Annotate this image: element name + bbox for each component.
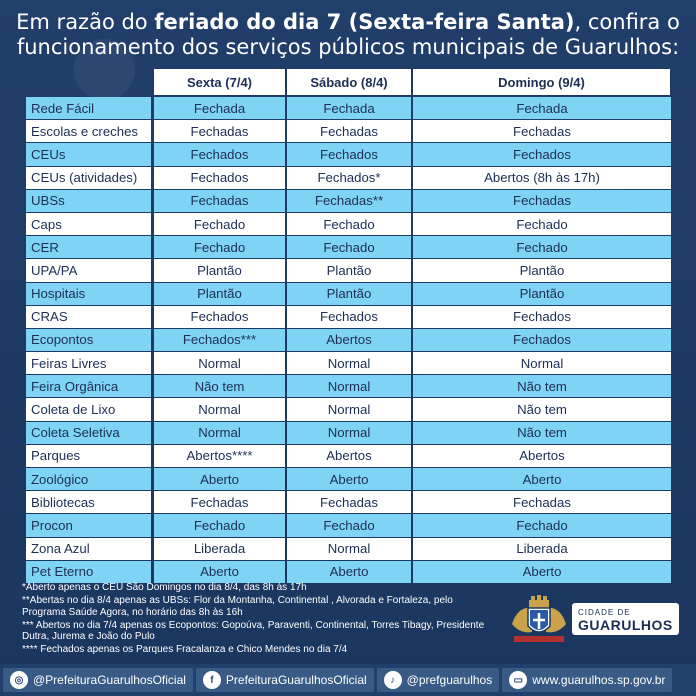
table-row	[26, 306, 671, 329]
title-part2: , confira o	[574, 10, 680, 34]
table-row	[26, 97, 671, 120]
table-row	[26, 329, 671, 352]
table-row	[26, 213, 671, 236]
domingo-cell: Plantão	[413, 259, 671, 281]
footnote: *** Abertos no dia 7/4 apenas os Ecopontos: Gopoúva, Paraventi, Continental, Torres Tibagy, Presidente Dutra, Jurema e João do Pulo	[22, 619, 485, 643]
facebook-icon: f	[203, 671, 221, 689]
sexta-cell: Aberto	[154, 468, 285, 490]
sexta-cell: Normal	[154, 398, 285, 420]
domingo-cell: Aberto	[413, 561, 671, 583]
domingo-cell: Plantão	[413, 283, 671, 305]
sabado-cell: Normal	[287, 398, 411, 420]
table-header	[26, 68, 671, 96]
table-row	[26, 259, 671, 282]
header-sexta: Sexta (7/4)	[153, 68, 286, 96]
sabado-cell: Abertos	[287, 329, 411, 351]
footnote: **** Fechados apenas os Parques Fracalanza e Chico Mendes no dia 7/4	[22, 644, 348, 656]
service-name-cell: CEUs	[26, 143, 151, 165]
sexta-cell: Aberto	[154, 561, 285, 583]
sexta-cell: Fechados	[154, 143, 285, 165]
footnotes	[22, 582, 492, 658]
table-row	[26, 190, 671, 213]
service-name-cell: Procon	[26, 514, 151, 536]
table-row	[26, 514, 671, 537]
logo-big-text: GUARULHOS	[578, 617, 673, 633]
service-name-cell: Feira Orgânica	[26, 375, 151, 397]
table-row	[26, 398, 671, 421]
tiktok-link[interactable]	[377, 668, 500, 692]
sexta-cell: Fechados***	[154, 329, 285, 351]
sexta-cell: Fechados	[154, 306, 285, 328]
domingo-cell: Liberada	[413, 538, 671, 560]
sabado-cell: Plantão	[287, 259, 411, 281]
table-row	[26, 422, 671, 445]
domingo-cell: Fechados	[413, 306, 671, 328]
instagram-handle: @PrefeituraGuarulhosOficial	[33, 673, 186, 687]
sexta-cell: Fechado	[154, 236, 285, 258]
social-footer	[0, 664, 696, 696]
sabado-cell: Fechados*	[287, 167, 411, 189]
facebook-link[interactable]	[196, 668, 374, 692]
service-name-cell: Coleta de Lixo	[26, 398, 151, 420]
header-domingo: Domingo (9/4)	[412, 68, 671, 96]
service-name-cell: Zona Azul	[26, 538, 151, 560]
sexta-cell: Fechado	[154, 213, 285, 235]
sabado-cell: Normal	[287, 422, 411, 444]
website-link[interactable]	[502, 668, 672, 692]
facebook-handle: PrefeituraGuarulhosOficial	[225, 673, 367, 687]
service-name-cell: Ecopontos	[26, 329, 151, 351]
services-table	[26, 68, 671, 584]
sabado-cell: Normal	[287, 375, 411, 397]
title-bold: feriado do dia 7 (Sexta-feira Santa)	[154, 10, 575, 34]
monitor-icon: ▭	[509, 671, 527, 689]
tiktok-handle: @prefguarulhos	[406, 673, 493, 687]
service-name-cell: Escolas e creches	[26, 120, 151, 142]
website-url: www.guarulhos.sp.gov.br	[532, 673, 666, 687]
sabado-cell: Fechados	[287, 143, 411, 165]
sabado-cell: Plantão	[287, 283, 411, 305]
domingo-cell: Fechadas	[413, 491, 671, 513]
sexta-cell: Liberada	[154, 538, 285, 560]
domingo-cell: Fechados	[413, 329, 671, 351]
table-row	[26, 167, 671, 190]
sabado-cell: Fechadas**	[287, 190, 411, 212]
service-name-cell: Parques	[26, 445, 151, 467]
table-row	[26, 120, 671, 143]
table-row	[26, 468, 671, 491]
header-sabado: Sábado (8/4)	[286, 68, 412, 96]
domingo-cell: Abertos (8h às 17h)	[413, 167, 671, 189]
footnote: *Aberto apenas o CEU São Domingos no dia 8/4, das 8h às 17h	[22, 582, 307, 593]
sexta-cell: Normal	[154, 352, 285, 374]
sexta-cell: Fechadas	[154, 190, 285, 212]
domingo-cell: Fechado	[413, 514, 671, 536]
domingo-cell: Abertos	[413, 445, 671, 467]
footnote: **Abertas no dia 8/4 apenas as UBSs: Flor da Montanha, Continental , Alvorada e Fortaleza, pelo Programa Saúde Agora, no horário das 8h às 16h	[22, 595, 453, 618]
domingo-cell: Fechadas	[413, 120, 671, 142]
service-name-cell: UPA/PA	[26, 259, 151, 281]
sexta-cell: Fechada	[154, 97, 285, 119]
coat-of-arms-icon	[508, 594, 570, 644]
service-name-cell: Hospitais	[26, 283, 151, 305]
instagram-link[interactable]	[3, 668, 193, 692]
table-row	[26, 236, 671, 259]
service-name-cell: Feiras Livres	[26, 352, 151, 374]
domingo-cell: Fechados	[413, 143, 671, 165]
sabado-cell: Fechadas	[287, 120, 411, 142]
sexta-cell: Normal	[154, 422, 285, 444]
sabado-cell: Fechado	[287, 213, 411, 235]
sabado-cell: Fechado	[287, 236, 411, 258]
instagram-icon: ◎	[10, 671, 28, 689]
sabado-cell: Abertos	[287, 445, 411, 467]
sabado-cell: Normal	[287, 538, 411, 560]
table-body	[26, 97, 671, 584]
title-line2: funcionamento dos serviços públicos municipais de Guarulhos:	[16, 35, 680, 59]
service-name-cell: Coleta Seletiva	[26, 422, 151, 444]
table-row	[26, 538, 671, 561]
sexta-cell: Plantão	[154, 283, 285, 305]
service-name-cell: Caps	[26, 213, 151, 235]
table-row	[26, 561, 671, 584]
sexta-cell: Fechados	[154, 167, 285, 189]
sexta-cell: Fechadas	[154, 120, 285, 142]
domingo-cell: Não tem	[413, 398, 671, 420]
sabado-cell: Fechado	[287, 514, 411, 536]
title-part1: Em razão do	[16, 10, 155, 34]
tiktok-icon: ♪	[384, 671, 402, 689]
service-name-cell: CRAS	[26, 306, 151, 328]
domingo-cell: Fechado	[413, 236, 671, 258]
table-row	[26, 445, 671, 468]
sabado-cell: Fechados	[287, 306, 411, 328]
service-name-cell: CEUs (atividades)	[26, 167, 151, 189]
sexta-cell: Plantão	[154, 259, 285, 281]
service-name-cell: Bibliotecas	[26, 491, 151, 513]
service-name-cell: UBSs	[26, 190, 151, 212]
service-name-cell: Pet Eterno	[26, 561, 151, 583]
sabado-cell: Fechadas	[287, 491, 411, 513]
sexta-cell: Não tem	[154, 375, 285, 397]
table-row	[26, 143, 671, 166]
domingo-cell: Fechada	[413, 97, 671, 119]
sabado-cell: Normal	[287, 352, 411, 374]
domingo-cell: Fechadas	[413, 190, 671, 212]
service-name-cell: Rede Fácil	[26, 97, 151, 119]
service-name-cell: CER	[26, 236, 151, 258]
guarulhos-logo	[508, 594, 672, 644]
sexta-cell: Fechadas	[154, 491, 285, 513]
domingo-cell: Fechado	[413, 213, 671, 235]
table-row	[26, 491, 671, 514]
logo-text	[572, 603, 679, 635]
domingo-cell: Aberto	[413, 468, 671, 490]
page-title	[0, 10, 696, 60]
sexta-cell: Abertos****	[154, 445, 285, 467]
domingo-cell: Não tem	[413, 422, 671, 444]
domingo-cell: Não tem	[413, 375, 671, 397]
table-row	[26, 375, 671, 398]
sexta-cell: Fechado	[154, 514, 285, 536]
service-name-cell: Zoológico	[26, 468, 151, 490]
table-row	[26, 352, 671, 375]
sabado-cell: Aberto	[287, 561, 411, 583]
logo-small-text: CIDADE DE	[578, 608, 631, 617]
domingo-cell: Normal	[413, 352, 671, 374]
sabado-cell: Fechada	[287, 97, 411, 119]
sabado-cell: Aberto	[287, 468, 411, 490]
table-row	[26, 283, 671, 306]
